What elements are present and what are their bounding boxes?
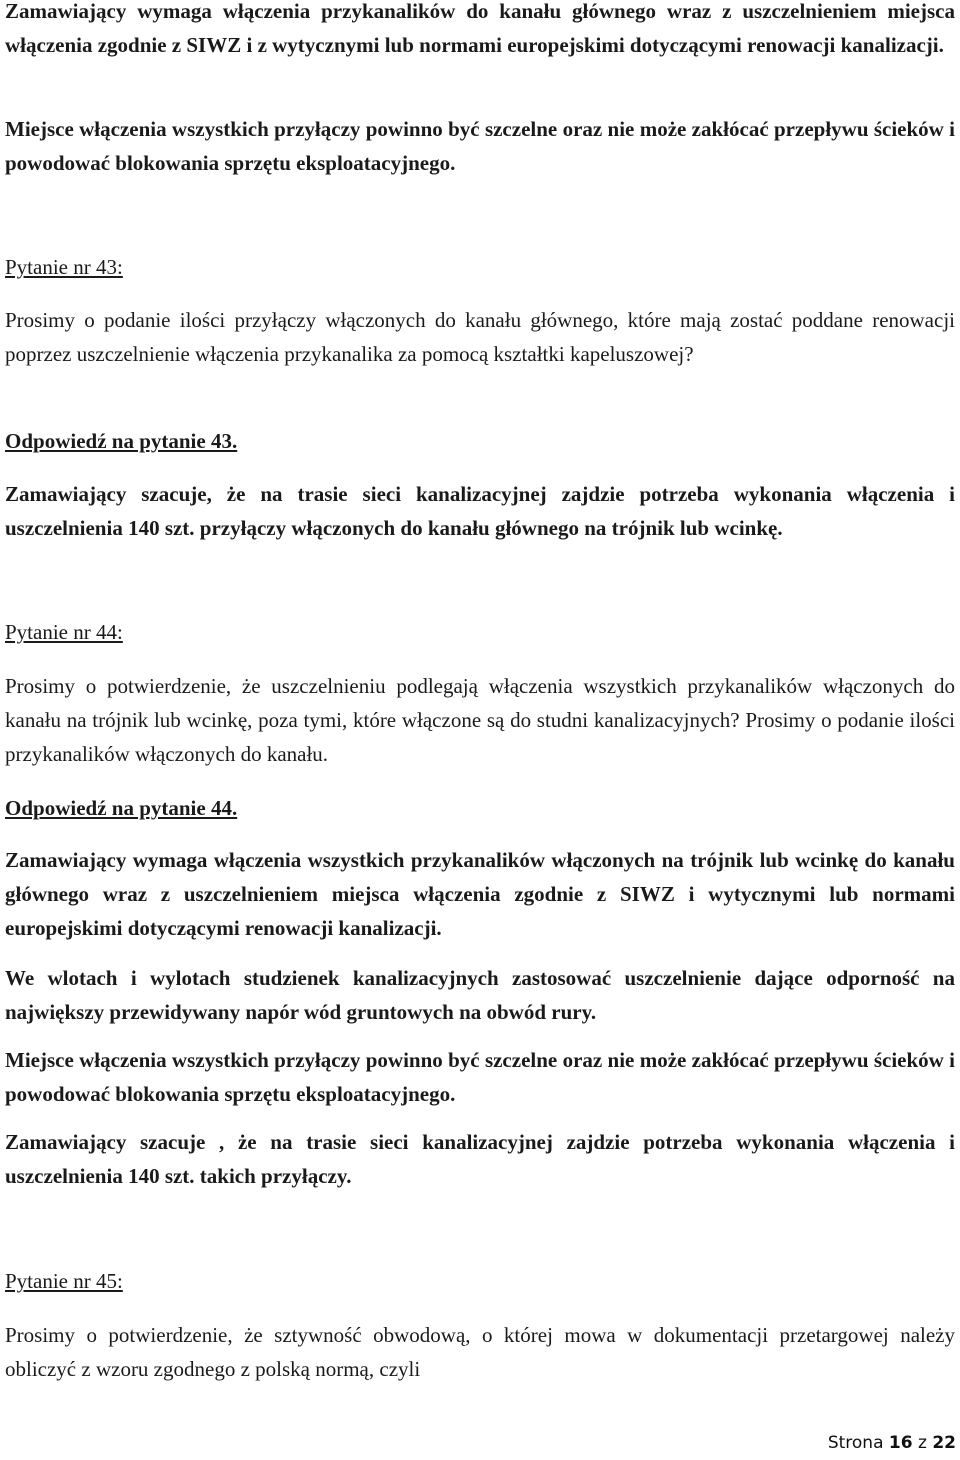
footer-separator: z — [917, 1433, 927, 1453]
paragraph-intro-requirement: Zamawiający wymaga włączenia przykanalików do kanału głównego wraz z uszczelnieniem miejsca włączenia zgodnie z SIWZ i z wytycznymi lub normami europejskimi dotyczącymi renowacji kanalizacji. — [5, 0, 955, 57]
answer-43-text: Zamawiający szacuje, że na trasie sieci kanalizacyjnej zajdzie potrzeba wykonania włączenia i uszczelnienia 140 szt. przyłączy włączonych do kanału głównego na trójnik lub wcinkę. — [5, 482, 955, 540]
answer-44-heading: Odpowiedź na pytanie 44. — [5, 796, 238, 820]
question-44-text: Prosimy o potwierdzenie, że uszczelnieniu podlegają włączenia wszystkich przykanalików włączonych do kanału na trójnik lub wcinkę, poza tymi, które włączone są do studni kanalizacyjnych? Prosimy o podanie ilości przykanalików włączonych do kanału. — [5, 674, 955, 766]
page-number-footer — [828, 1432, 956, 1454]
footer-prefix: Strona — [827, 1433, 884, 1453]
question-43-heading: Pytanie nr 43: — [5, 255, 123, 279]
footer-total-pages: 22 — [932, 1433, 956, 1453]
footer-current-page: 16 — [888, 1433, 913, 1453]
question-45-heading: Pytanie nr 45: — [5, 1269, 123, 1293]
answer-44-text-3: Miejsce włączenia wszystkich przyłączy powinno być szczelne oraz nie może zakłócać przepływu ścieków i powodować blokowania sprzętu eksploatacyjnego. — [5, 1048, 955, 1106]
answer-44-text-1: Zamawiający wymaga włączenia wszystkich przykanalików włączonych na trójnik lub wcinkę do kanału głównego wraz z uszczelnieniem miejsca włączenia zgodnie z SIWZ i wytycznymi lub normami europejskimi dotyczącymi renowacji kanalizacji. — [5, 848, 955, 940]
paragraph-connection-sealing: Miejsce włączenia wszystkich przyłączy powinno być szczelne oraz nie może zakłócać przepływu ścieków i powodować blokowania sprzętu eksploatacyjnego. — [5, 117, 955, 175]
question-45-text: Prosimy o potwierdzenie, że sztywność obwodową, o której mowa w dokumentacji przetargowej należy obliczyć z wzoru zgodnego z polską normą, czyli — [5, 1323, 955, 1381]
answer-44-text-4: Zamawiający szacuje , że na trasie sieci kanalizacyjnej zajdzie potrzeba wykonania włączenia i uszczelnienia 140 szt. takich przyłączy. — [5, 1130, 955, 1188]
question-43-text: Prosimy o podanie ilości przyłączy włączonych do kanału głównego, które mają zostać poddane renowacji poprzez uszczelnienie włączenia przykanalika za pomocą kształtki kapeluszowej? — [5, 308, 955, 366]
answer-44-text-2: We wlotach i wylotach studzienek kanalizacyjnych zastosować uszczelnienie dające odporność na największy przewidywany napór wód gruntowych na obwód rury. — [5, 966, 955, 1024]
answer-43-heading: Odpowiedź na pytanie 43. — [5, 429, 238, 453]
question-44-heading: Pytanie nr 44: — [5, 620, 123, 644]
